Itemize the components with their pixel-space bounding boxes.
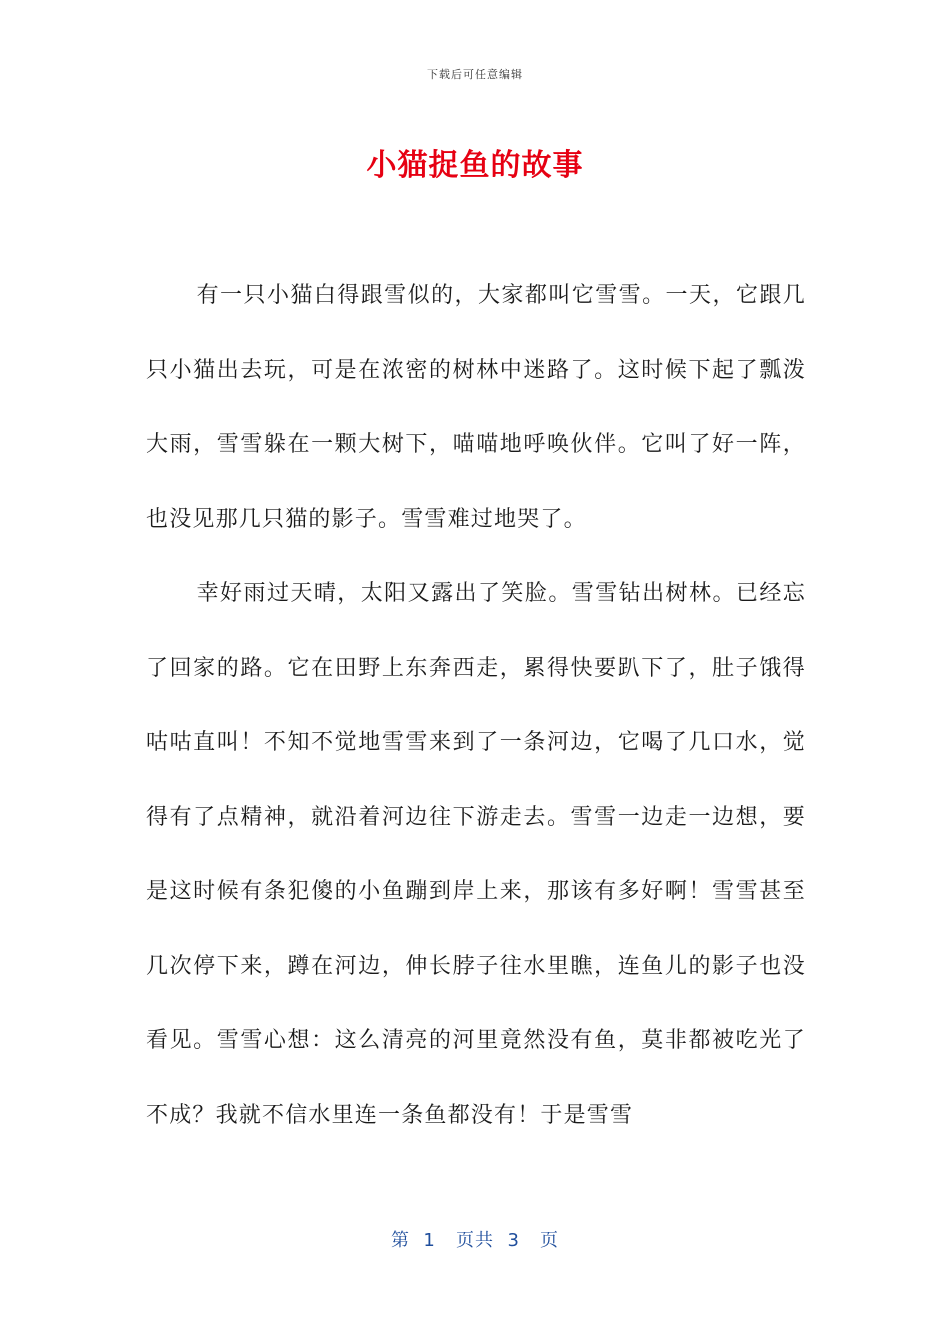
header-note: 下载后可任意编辑 xyxy=(427,68,523,81)
page-footer: 第 1 页共 3 页 xyxy=(390,1230,560,1251)
paragraph-1: 有一只小猫白得跟雪似的，大家都叫它雪雪。一天，它跟几只小猫出去玩，可是在浓密的树林中迷路了。这时候下起了瓢泼大雨，雪雪躲在一颗大树下，喵喵地呼唤伙伴。它叫了好一阵，也没见那几只猫的影子。雪雪难过地哭了。 xyxy=(146,283,806,532)
page-title: 小猫捉鱼的故事 xyxy=(366,148,584,183)
paragraph-2: 幸好雨过天晴，太阳又露出了笑脸。雪雪钻出树林。已经忘了回家的路。它在田野上东奔西走，累得快要趴下了，肚子饿得咕咕直叫！不知不觉地雪雪来到了一条河边，它喝了几口水，觉得有了点精神，就沿着河边往下游走去。雪雪一边走一边想，要是这时候有条犯傻的小鱼蹦到岸上来，那该有多好啊！雪雪甚至几次停下来，蹲在河边，伸长脖子往水里瞧，连鱼儿的影子也没看见。雪雪心想：这么清亮的河里竟然没有鱼，莫非都被吃光了不成？我就不信水里连一条鱼都没有！于是雪雪 xyxy=(146,581,806,1128)
story-body xyxy=(146,259,806,1153)
